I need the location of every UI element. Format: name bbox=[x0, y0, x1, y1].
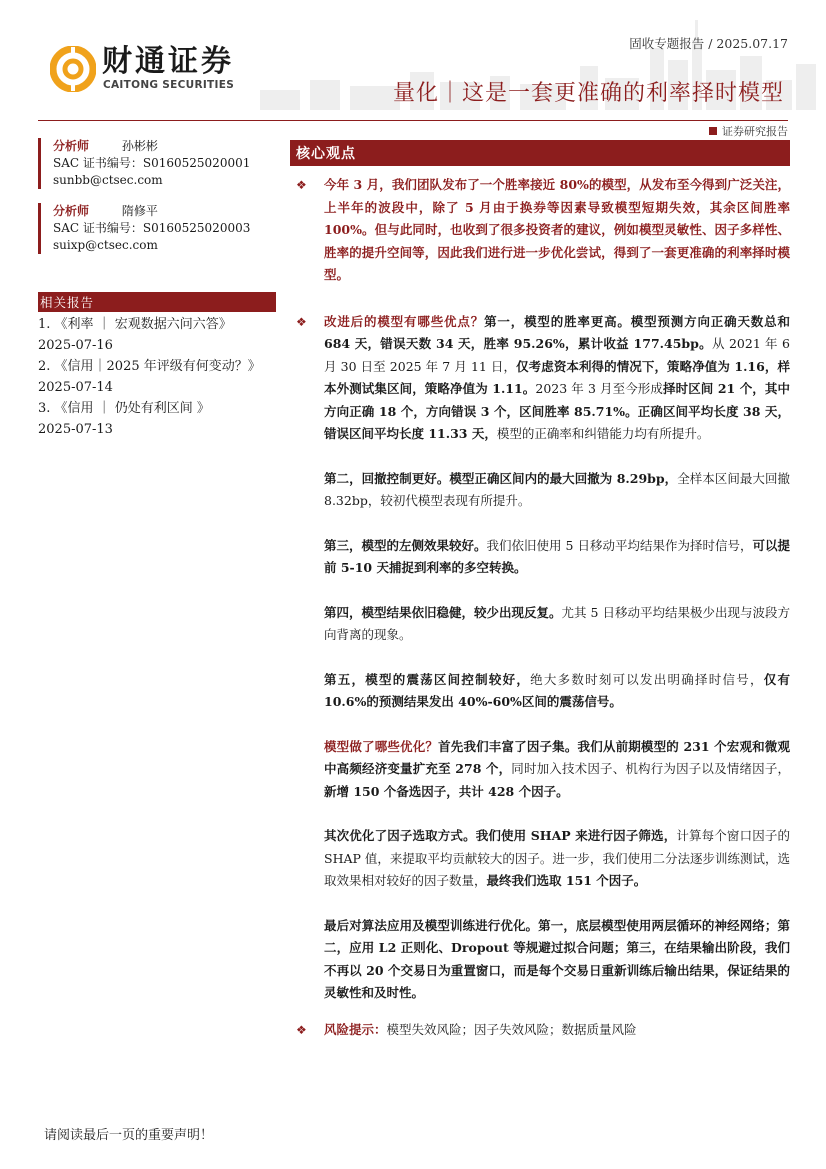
square-bullet-icon bbox=[709, 127, 717, 135]
related-report-date: 2025-07-16 bbox=[38, 338, 113, 353]
analyst-card bbox=[38, 203, 276, 254]
text-run: 其次优化了因子选取方式。我们使用 SHAP 来进行因子筛选， bbox=[324, 828, 677, 843]
text-run: 全样本区间最大回撤 8.32bp，较初代模型表现有所提升。 bbox=[324, 470, 790, 508]
report-type: 固收专题报告 / 2025.07.17 bbox=[629, 36, 788, 51]
analyst-role: 分析师 bbox=[53, 139, 90, 153]
text-run: 第三，模型的左侧效果较好。 bbox=[324, 537, 487, 553]
diamond-bullet-icon: ❖ bbox=[296, 1022, 307, 1037]
risk-label: 风险提示： bbox=[324, 1021, 387, 1037]
related-reports-list bbox=[38, 312, 276, 440]
related-report-date: 2025-07-13 bbox=[38, 422, 113, 437]
advantage-1-paragraph bbox=[324, 311, 790, 446]
related-report-link[interactable]: 2. 《信用｜2025 年评级有何变动？》 bbox=[38, 359, 261, 374]
related-reports-heading: 相关报告 bbox=[38, 292, 276, 312]
text-run: 仅有 10.6%的预测结果发出 40%-60%区间的震荡信号。 bbox=[324, 671, 790, 709]
related-report-link[interactable]: 1. 《利率 ｜ 宏观数据六问六答》 bbox=[38, 317, 232, 332]
page-header bbox=[0, 0, 826, 120]
diamond-bullet-icon: ❖ bbox=[296, 178, 307, 192]
text-run: 最终我们选取 151 个因子。 bbox=[486, 873, 647, 888]
text-run: 仅考虑资本利得的情况下，策略净值为 1.16，样本外测试集区间，策略净值为 1.11。 bbox=[324, 358, 790, 396]
logo-cn-text: 财通证券 bbox=[102, 44, 234, 79]
core-views bbox=[290, 140, 790, 1041]
core-views-heading: 核心观点 bbox=[290, 140, 790, 166]
related-reports bbox=[38, 292, 276, 440]
text-run: 择时区间 21 个，其中方向正确 18 个，方向错误 3 个，区间胜率 85.71%。正确区间平均长度 38 天，错误区间平均长度 11.33 天， bbox=[324, 381, 791, 441]
text-run: 第二，回撤控制更好。模型正确区间内的最大回撤为 8.29bp， bbox=[324, 470, 678, 486]
header-divider bbox=[38, 120, 788, 121]
text-run: 绝大多数时刻可以发出明确择时信号， bbox=[530, 671, 764, 687]
advantage-3-paragraph bbox=[324, 535, 790, 580]
analyst-sac: SAC 证书编号：S0160525020001 bbox=[53, 156, 251, 170]
analyst-name: 孙彬彬 bbox=[121, 139, 158, 153]
text-run: 计算每个窗口因子的 SHAP 值，来提取平均贡献较大的因子。进一步，我们使用二分法逐步训练测试，选取效果相对较好的因子数量， bbox=[324, 828, 790, 888]
diamond-bullet-icon: ❖ bbox=[296, 314, 307, 329]
optimization-1-paragraph bbox=[324, 736, 790, 804]
company-logo bbox=[50, 44, 250, 96]
summary-block bbox=[290, 174, 790, 287]
analyst-card bbox=[38, 138, 276, 189]
advantage-5-paragraph bbox=[324, 669, 790, 714]
advantage-2-paragraph bbox=[324, 468, 790, 513]
text-run: 同时加入技术因子、机构行为因子以及情绪因子， bbox=[511, 761, 790, 776]
text-run: 可以提前 5-10 天捕捉到利率的多空转换。 bbox=[324, 537, 790, 575]
section-tag-label: 证券研究报告 bbox=[722, 125, 788, 138]
text-run: 我们依旧使用 5 日移动平均结果作为择时信号， bbox=[486, 537, 753, 553]
footer-disclaimer: 请阅读最后一页的重要声明！ bbox=[44, 1128, 214, 1143]
analyst-sidebar bbox=[38, 138, 276, 268]
advantages-block bbox=[290, 311, 790, 1005]
text-run: 首先我们丰富了因子集。我们从前期模型的 231 个宏观和微观中高频经济变量扩充至 278 个， bbox=[324, 738, 790, 776]
optimization-3-paragraph: 最后对算法应用及模型训练进行优化。第一，底层模型使用两层循环的神经网络；第二，应用 L2 正则化、Dropout 等规避过拟合问题；第三，在结果输出阶段，我们不再以 20 个交易日为重置窗口，而是每个交易日重新训练后输出结果，保证结果的灵敏性和及时性。 bbox=[324, 917, 790, 1000]
text-run: 尤其 5 日移动平均结果极少出现与波段方向背离的现象。 bbox=[324, 604, 790, 642]
advantage-4-paragraph bbox=[324, 602, 790, 647]
text-run: 第五，模型的震荡区间控制较好， bbox=[324, 671, 531, 687]
related-report-link[interactable]: 3. 《信用 ｜ 仍处有利区间 》 bbox=[38, 401, 210, 416]
logo-en-text: CAITONG SECURITIES bbox=[103, 79, 235, 91]
report-title: 量化｜这是一套更准确的利率择时模型 bbox=[392, 81, 784, 106]
analyst-email[interactable]: suixp@ctsec.com bbox=[53, 238, 158, 252]
risk-text: 模型失效风险；因子失效风险；数据质量风险 bbox=[386, 1021, 637, 1037]
logo-mark-icon bbox=[50, 46, 96, 92]
text-run: 2023 年 3 月至今形成 bbox=[535, 381, 663, 396]
text-run: 模型做了哪些优化？ bbox=[324, 738, 439, 754]
risk-block bbox=[290, 1019, 790, 1042]
analyst-role: 分析师 bbox=[53, 204, 90, 218]
section-tag bbox=[709, 123, 788, 139]
text-run: 第一，模型的胜率更高。模型预测方向正确天数总和 684 天，错误天数 34 天，胜率 95.26%，累计收益 177.45bp。 bbox=[324, 313, 790, 351]
analyst-name: 隋修平 bbox=[121, 204, 158, 218]
text-run: 从 2021 年 6 月 30 日至 2025 年 7 月 11 日， bbox=[324, 336, 791, 374]
summary-paragraph: 今年 3 月，我们团队发布了一个胜率接近 80%的模型，从发布至今得到广泛关注，上半年的波段中，除了 5 月由于换券等因素导致模型短期失效，其余区间胜率 100%。但与此同时，也收到了很多投资者的建议，例如模型灵敏性、因子多样性、胜率的提升空间等，因此我们进行进一步优化尝试，得到了一套更准确的利率择时模型。 bbox=[324, 177, 790, 282]
text-run: 模型的正确率和纠错能力均有所提升。 bbox=[496, 426, 710, 441]
analyst-email[interactable]: sunbb@ctsec.com bbox=[53, 173, 163, 187]
text-run: 第四，模型结果依旧稳健，较少出现反复。 bbox=[324, 604, 562, 620]
analyst-sac: SAC 证书编号：S0160525020003 bbox=[53, 221, 251, 235]
related-report-date: 2025-07-14 bbox=[38, 380, 113, 395]
text-run: 改进后的模型有哪些优点？ bbox=[324, 313, 485, 329]
optimization-2-paragraph bbox=[324, 825, 790, 893]
text-run: 新增 150 个备选因子，共计 428 个因子。 bbox=[324, 783, 569, 799]
